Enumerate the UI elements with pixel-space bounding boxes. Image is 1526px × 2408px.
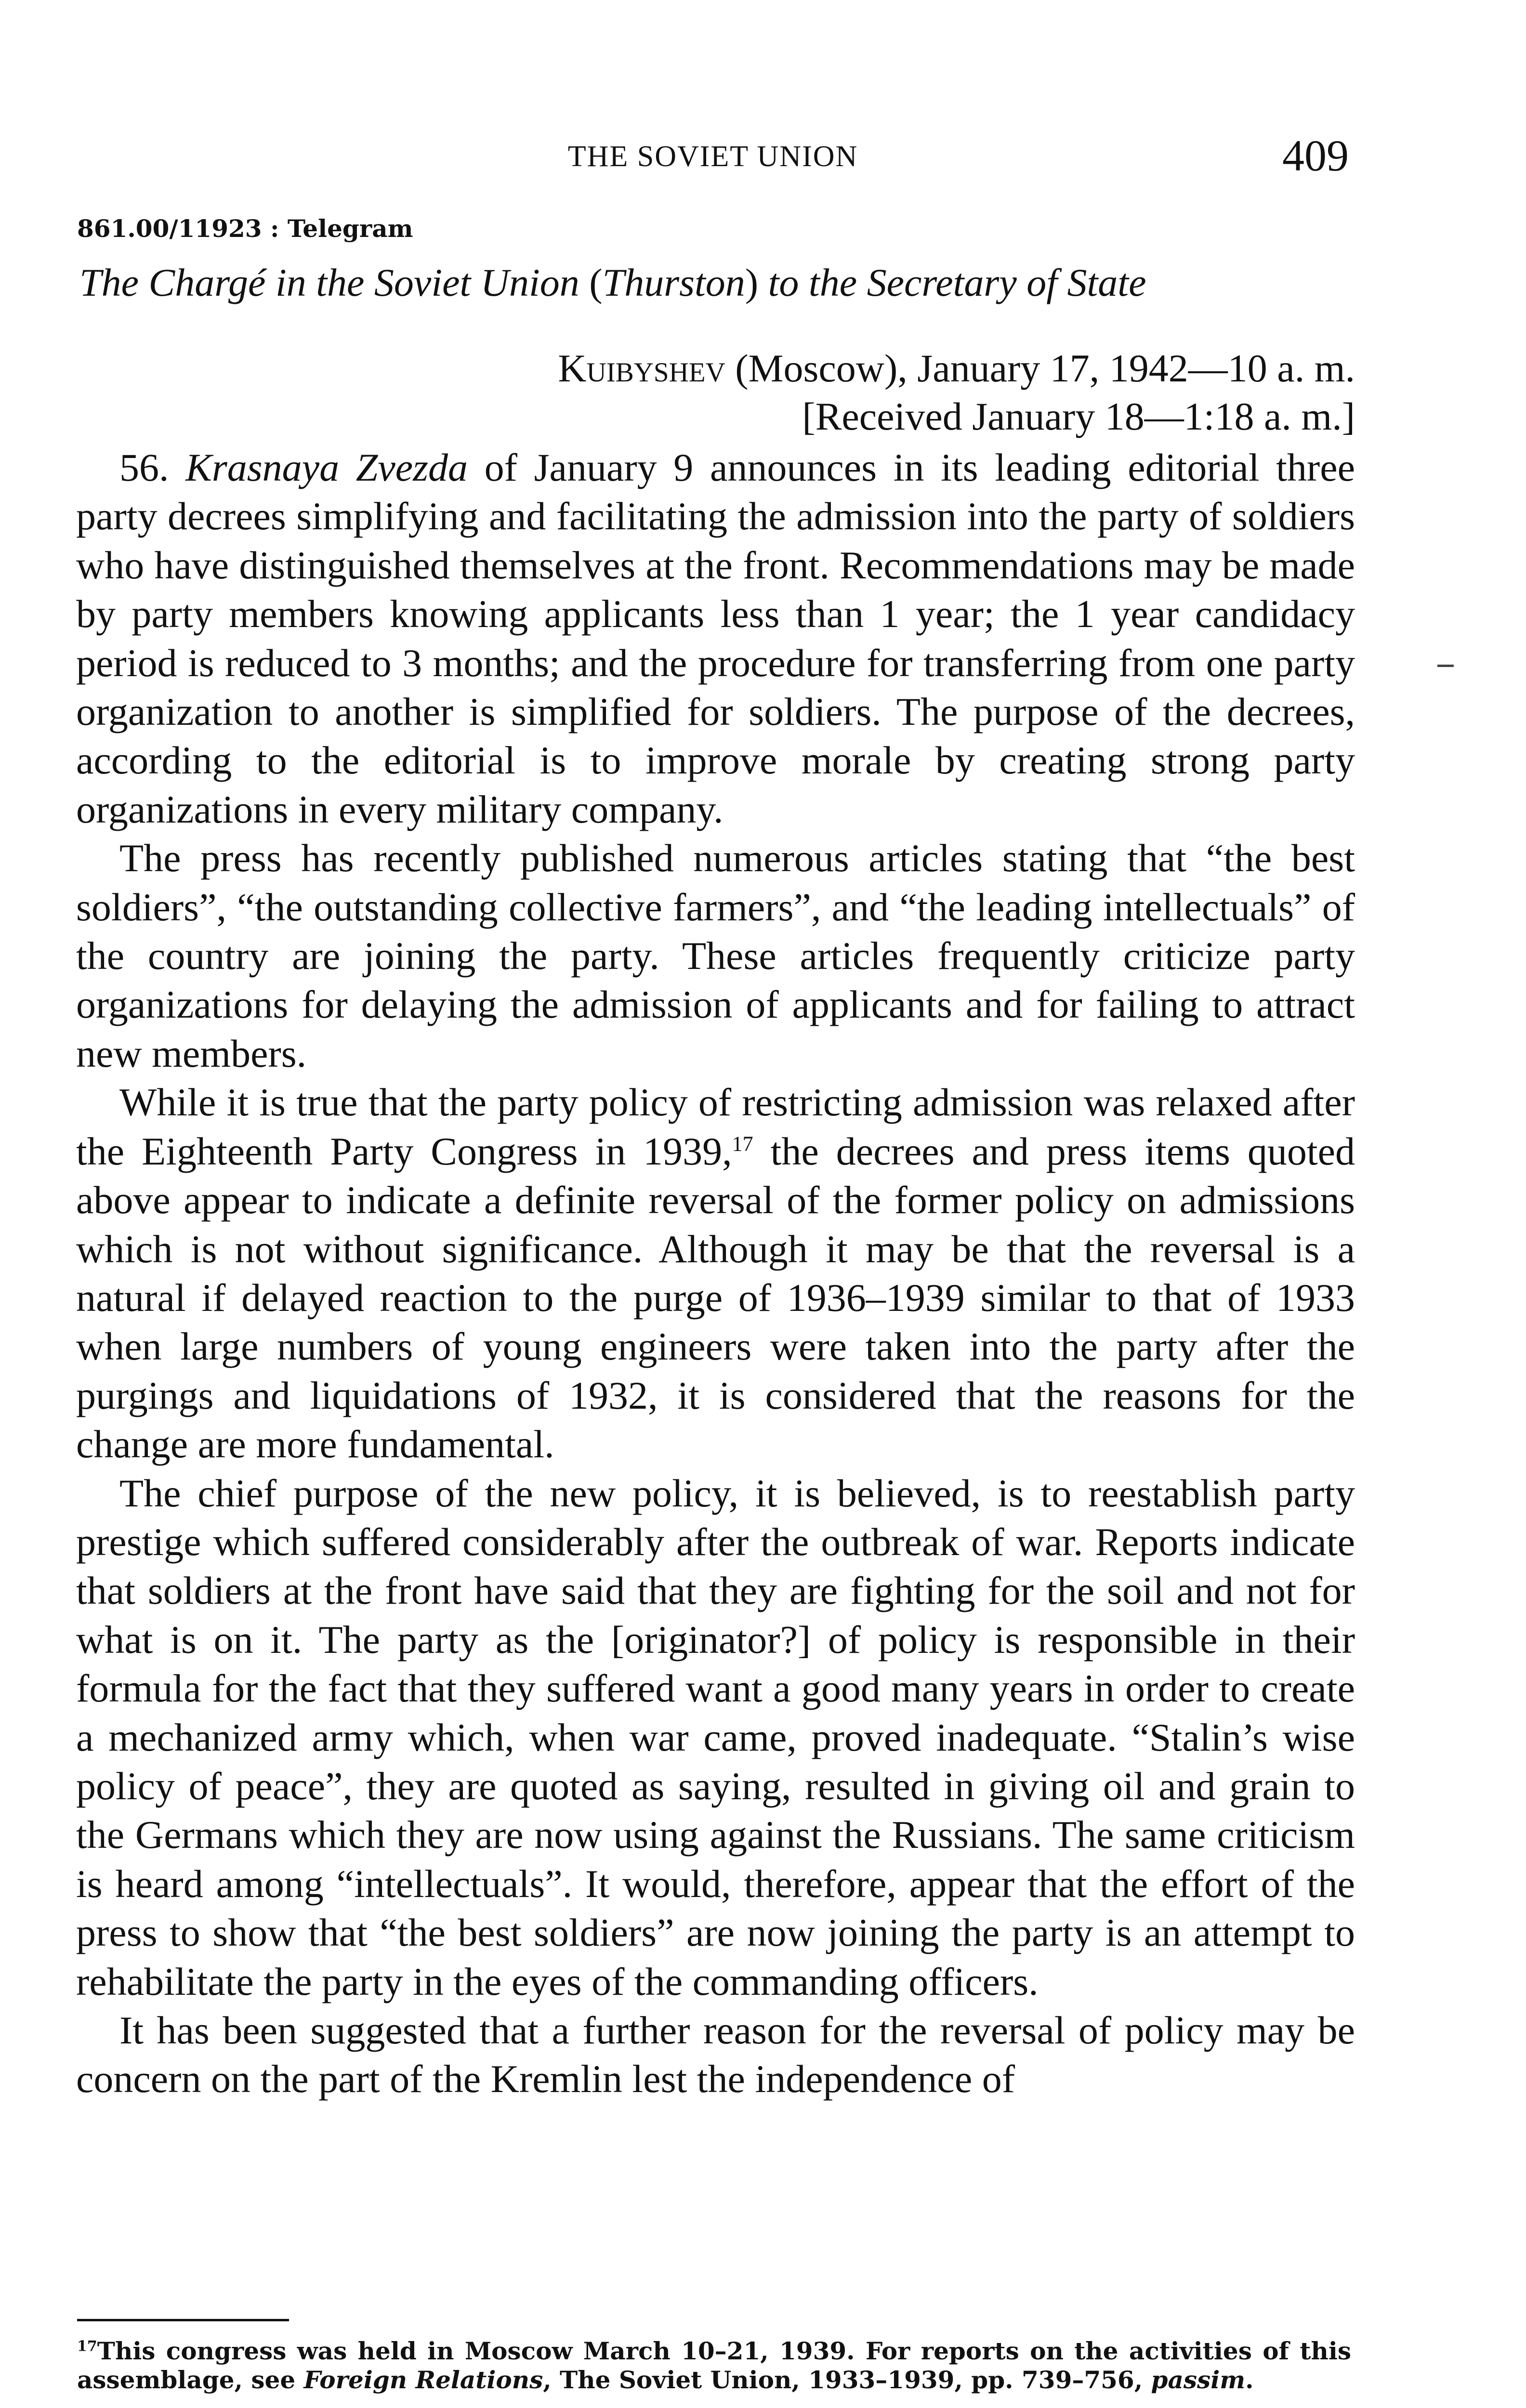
footnote-divider xyxy=(77,2319,289,2321)
page-number: 409 xyxy=(1282,131,1349,180)
title-sender-name: Thurston xyxy=(602,261,745,304)
telegram-number: 56. xyxy=(119,445,186,489)
file-number: 861.00/11923 : Telegram xyxy=(77,214,413,243)
paragraph-4: The chief purpose of the new policy, it is believed, is to reestablish party prestige which suffered considerably after the outbreak of war. Reports indicate that soldiers at the front have said that they are fighting for the soil and not for what is on it. The party as the [originator?] of policy is responsible in their formula for the fact that they suffered want a good many years in order to create a mechanized army which, when war came, proved inadequate. “Stalin’s wise policy of peace”, they are quoted as saying, resulted in giving oil and grain to the Germans which they are now using against the Russians. The same criticism is heard among “intellectuals”. It would, therefore, appear that the effort of the press to show that “the best soldiers” are now joining the party is an attempt to rehabilitate the party in the eyes of the commanding officers. xyxy=(76,1471,1355,2003)
footnote-source: Foreign Relations xyxy=(303,2366,543,2394)
title-part-2: to the Secretary of State xyxy=(758,261,1146,304)
paragraph-5: It has been suggested that a further reason for the reversal of policy may be concern on the part of the Kremlin lest the independence of xyxy=(76,2008,1355,2101)
margin-mark xyxy=(1437,665,1454,667)
paragraph-3 xyxy=(76,1078,1355,1468)
title-paren-close: ) xyxy=(745,261,759,304)
dateline-received: [Received January 18—1:18 a. m.] xyxy=(802,394,1355,438)
dateline-date: (Moscow), January 17, 1942—10 a. m. xyxy=(725,346,1355,390)
footnote-text-a: This congress was held in Moscow March 10–21, 1939. For reports on the activities of this assemblage, see xyxy=(77,2337,1351,2394)
title-part-1: The Chargé in the Soviet Union xyxy=(79,261,590,304)
footnote-text-b: , The Soviet Union, 1933–1939, pp. 739–756, xyxy=(543,2366,1151,2394)
dateline-place: Kuibyshev xyxy=(558,346,725,390)
dateline xyxy=(558,344,1355,441)
document-title xyxy=(79,260,1146,305)
running-title: THE SOVIET UNION xyxy=(567,140,858,173)
telegram-body xyxy=(76,443,1355,2104)
paragraph-2: The press has recently published numerous articles stating that “the best soldiers”, “the outstanding collective farmers”, and “the leading intellectuals” of the country are joining the party. These articles frequently criticize party organizations for delaying the admission of applicants and for failing to attract new members. xyxy=(76,836,1355,1075)
footnote-passim: passim xyxy=(1151,2366,1246,2394)
title-paren-open: ( xyxy=(589,261,603,304)
footnote-reference[interactable]: 17 xyxy=(732,1132,753,1156)
paragraph-1-text: of January 9 announces in its leading editorial three party decrees simplifying and facilitating the admission into the party of soldiers who have distinguished themselves at the front. Recommendations may be made by party members knowing applicants less than 1 year; the 1 year candidacy period is reduced to 3 months; and the procedure for transferring from one party organization to another is simplified for soldiers. The purpose of the decrees, according to the editorial is to improve morale by creating strong party organizations in every military company. xyxy=(76,445,1355,831)
paragraph-1 xyxy=(76,443,1355,834)
running-head xyxy=(77,130,1349,183)
dateline-sent xyxy=(558,344,1355,393)
paragraph-3-text-a: While it is true that the party policy of restricting admission was relaxed after the Eighteenth Party Congress in 1939, xyxy=(76,1080,1355,1173)
footnote xyxy=(77,2337,1351,2395)
footnote-text-c: . xyxy=(1245,2366,1254,2394)
newspaper-name: Krasnaya Zvezda xyxy=(185,445,468,489)
footnote-mark: 17 xyxy=(77,2338,97,2355)
paragraph-3-text-b: the decrees and press items quoted above appear to indicate a definite reversal of the former policy on admissions which is not without significance. Although it may be that the reversal is a natural if delayed reaction to the purge of 1936–1939 similar to that of 1933 when large numbers of young engineers were taken into the party after the purgings and liquidations of 1932, it is considered that the reasons for the change are more fundamental. xyxy=(76,1129,1355,1466)
